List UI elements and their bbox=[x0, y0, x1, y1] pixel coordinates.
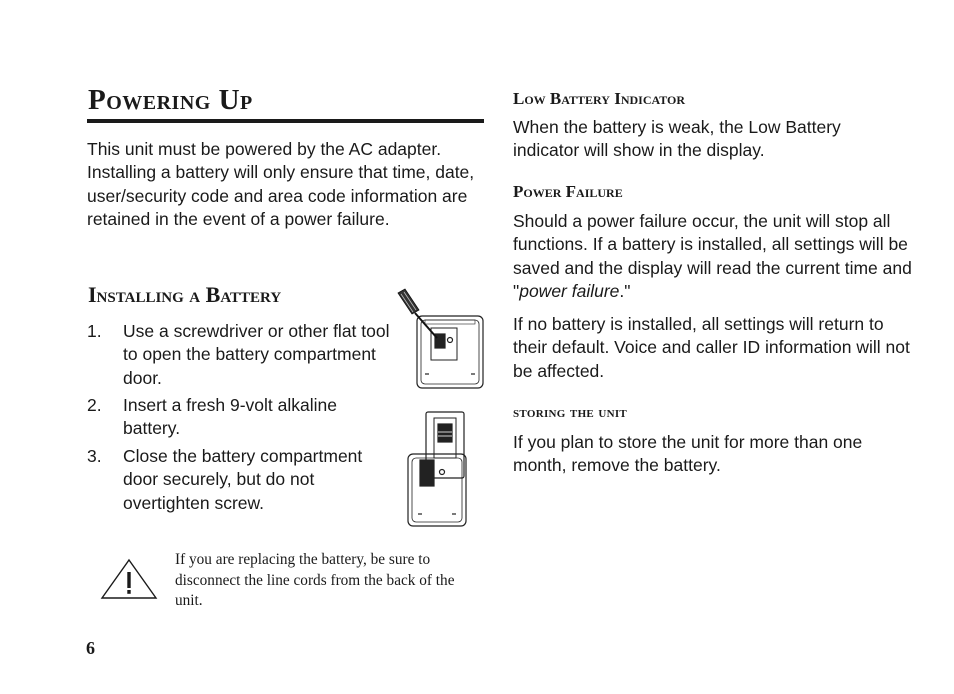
power-failure-text: Should a power failure occur, the unit will stop all functions. If a battery is installed, all settings will be saved and the display will read the current time and " bbox=[513, 211, 912, 301]
section-title-power-failure: Power Failure bbox=[513, 182, 623, 201]
warning-triangle-icon bbox=[100, 558, 158, 600]
powering-up-body: This unit must be powered by the AC adapter. Installing a battery will only ensure that time, date, user/security code and area code information are retained in the event of a power failure. bbox=[87, 139, 475, 229]
section-title-low-battery: Low Battery Indicator bbox=[513, 89, 686, 108]
section-title-storing: storing the unit bbox=[513, 404, 628, 421]
step-number: 1. bbox=[87, 321, 102, 341]
power-failure-body bbox=[513, 210, 913, 303]
battery-insertion-illustration bbox=[404, 410, 470, 528]
storing-body: If you plan to store the unit for more than one month, remove the battery. bbox=[513, 432, 863, 476]
power-failure-text-end: ." bbox=[619, 280, 631, 301]
step-number: 2. bbox=[87, 395, 102, 415]
step-text: Use a screwdriver or other flat tool to open the battery compartment door. bbox=[123, 321, 390, 388]
step-text: Insert a fresh 9-volt alkaline battery. bbox=[123, 395, 337, 439]
power-failure-display-text: power failure bbox=[519, 280, 620, 301]
step-number: 3. bbox=[87, 446, 102, 466]
caution-note: If you are replacing the battery, be sure to disconnect the line cords from the back of the unit. bbox=[175, 551, 455, 609]
section-title-installing-battery: Installing a Battery bbox=[88, 282, 282, 307]
power-failure-body-2: If no battery is installed, all settings will return to their default. Voice and caller ID information will not be affected. bbox=[513, 314, 910, 381]
step-text: Close the battery compartment door securely, but do not overtighten screw. bbox=[123, 446, 363, 513]
page-number: 6 bbox=[86, 638, 95, 658]
section-title-powering-up: Powering Up bbox=[88, 84, 253, 116]
screwdriver-opening-door-illustration bbox=[395, 288, 487, 392]
low-battery-body: When the battery is weak, the Low Battery indicator will show in the display. bbox=[513, 117, 841, 161]
title-rule bbox=[87, 119, 484, 123]
